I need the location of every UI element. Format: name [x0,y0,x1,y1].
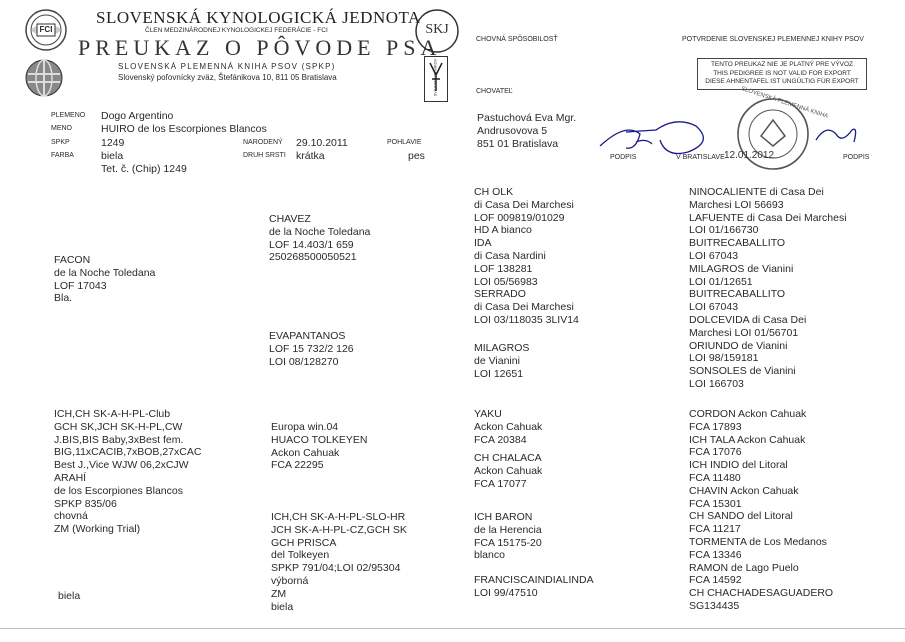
dd-sire-line: de la Herencia [474,523,542,536]
ss-sire-line: HD A bianco [474,224,532,237]
sire-line: de la Noche Toledana [54,266,156,279]
sd-sire-line: MILAGROS [474,342,530,354]
sire-sire-line: CHAVEZ [269,213,311,225]
chovna-label: CHOVNÁ SPÔSOBILOSŤ [476,36,558,43]
ss-sire-line: di Casa Dei Marchesi [474,301,574,314]
g4-sire-line: MILAGROS de Vianini [689,262,794,275]
g4-sire-line: ORIUNDO de Vianini [689,339,788,352]
pohlavie-value: pes [408,150,425,162]
dam-color: biela [58,590,81,602]
v-bratislave-label: V BRATISLAVE [676,154,725,161]
g4-sire-line: LOI 67043 [689,301,739,314]
sd-sire-line: de Vianini [474,354,520,367]
g4-dam-line: ICH INDIO del Litoral [689,459,788,472]
export-notice [697,58,867,90]
deer-badge-text: SVÄZ POĽOVNÍKOV [432,58,438,97]
ss-sire-line: LOI 03/118035 3LIV14 [474,313,579,326]
potvrdenie-label: POTVRDENIE SLOVENSKEJ PLEMENNEJ KNIHY PSOV [682,36,864,43]
dd-sire-line: FCA 15175-20 [474,536,542,549]
ss-sire-line: LOF 009819/01029 [474,211,565,224]
org-name: SLOVENSKÁ KYNOLOGICKÁ JEDNOTA [96,8,421,27]
sire-sire-block [269,213,370,264]
g4-dam-line: RAMON de Lago Puelo [689,561,799,574]
ds-sire-line: FCA 20384 [474,433,527,446]
dam-line: GCH SK,JCH SK-H-PL,CW [54,420,183,433]
dam-dam-line: SPKP 791/04;LOI 02/95304 [271,562,401,575]
g4-sire-block [689,186,847,391]
sire-dam-block [269,330,354,368]
ss-sire-line: SERRADO [474,288,526,301]
ss-sire-line: LOF 138281 [474,262,533,275]
fci-logo [24,8,68,52]
ds-sire-line: CH CHALACA [474,452,542,465]
ds-sire-line: Ackon Cahuak [474,420,543,433]
g4-dam-line: CH SANDO del Litoral [689,510,793,523]
dd-sire-line: LOI 99/47510 [474,586,538,599]
dd-sire-line: FRANCISCAINDIALINDA [474,574,594,587]
breeder-city: 851 01 Bratislava [477,138,559,150]
g4-sire-line: Marchesi LOI 56693 [689,198,784,211]
skj-logo-text: SKJ [425,22,449,37]
signature-official [812,120,862,150]
g4-dam-block [689,408,833,613]
g4-dam-line: FCA 15301 [689,497,742,510]
sire-block [54,254,155,305]
dam-block [54,408,201,536]
fci-logo-text: FCI [39,25,53,34]
plemeno-value: Dogo Argentino [101,110,174,122]
g4-dam-line: CORDON Ackon Cahuak [689,408,807,420]
meno-value: HUIRO de los Escorpiones Blancos [101,123,267,135]
dam-sire-line: Ackon Cahuak [271,446,340,459]
pohlavie-label: POHLAVIE [387,139,422,146]
dam-dam-line: JCH SK-A-H-PL-CZ,GCH SK [271,523,407,536]
deer-badge [424,56,448,102]
meno-label: MENO [51,125,72,132]
ss-sire-line: LOI 05/56983 [474,275,538,288]
signature-breeder [596,112,716,160]
dd-sire-line: ICH BARON [474,511,533,523]
sire-sire-line: 250268500050521 [269,251,357,264]
ss-sire-line: CH OLK [474,186,514,198]
g4-dam-line: ICH TALA Ackon Cahuak [689,433,806,446]
farba-label: FARBA [51,152,74,159]
dam-sire-line: Europa win.04 [271,421,339,433]
ds-sire-line: Ackon Cahuak [474,465,543,478]
ds-sire-line: YAKU [474,408,502,420]
signature-label-official: PODPIS [843,154,870,161]
dam-dam-line: ICH,CH SK-A-H-PL-SLO-HR [271,511,406,523]
g4-dam-line: SG134435 [689,599,740,612]
g4-sire-line: DOLCEVIDA di Casa Dei [689,313,807,326]
sd-sire-block [474,342,529,380]
chip-value: Tet. č. (Chip) 1249 [101,163,187,175]
sire-line: FACON [54,254,91,266]
dam-line: J.BIS,BIS Baby,3xBest fem. [54,433,184,446]
dam-sire-line: HUACO TOLKEYEN [271,433,368,446]
stamp-text: SLOVENSKÁ PLEMENNÁ KNIHA [740,86,829,120]
org-subtitle: ČLEN MEDZINÁRODNEJ KYNOLOGICKEJ FEDERÁCIE - FCI [145,27,328,34]
sire-dam-line: EVAPANTANOS [269,330,346,342]
g4-sire-line: LAFUENTE di Casa Dei Marchesi [689,211,847,224]
ss-sire-line: di Casa Dei Marchesi [474,198,574,211]
farba-value: biela [101,150,124,162]
narodeny-value: 29.10.2011 [296,137,348,149]
g4-dam-line: FCA 13346 [689,548,742,561]
g4-dam-line: FCA 11480 [689,471,741,484]
sire-line: Bla. [54,292,73,305]
g4-sire-line: LOI 01/166730 [689,224,759,237]
ds-sire-block [474,408,542,491]
globe-logo [24,58,64,98]
bottom-divider [0,628,905,629]
plemeno-label: PLEMENO [51,112,86,119]
breeder-street: Andrusovova 5 [477,125,548,137]
g4-sire-line: LOI 67043 [689,249,739,262]
chovatel-label: CHOVATEĽ [476,88,513,95]
sire-sire-line: de la Noche Toledana [269,225,371,238]
narodeny-label: NARODENÝ [243,139,283,146]
g4-sire-line: BUITRECABALLITO [689,237,786,250]
sire-dam-line: LOI 08/128270 [269,355,339,368]
g4-dam-line: CHAVIN Ackon Cahuak [689,484,799,497]
dam-line: ARAHÍ [54,471,87,484]
g4-sire-line: SONSOLES de Vianini [689,365,796,378]
notice-line: TENTO PREUKAZ NIE JE PLATNÝ PRE VÝVOZ [710,61,854,68]
dam-line: chovná [54,510,88,523]
ds-sire-line: FCA 17077 [474,477,527,490]
dam-dam-line: ZM [271,587,287,600]
dam-dam-line: del Tolkeyen [271,549,330,562]
dam-line: SPKP 835/06 [54,497,117,510]
sire-dam-line: LOF 15 732/2 126 [269,342,354,355]
dam-dam-line: biela [271,600,294,613]
dam-line: ICH,CH SK-A-H-PL-Club [54,408,171,420]
g4-sire-line: LOI 01/12651 [689,275,753,288]
druh-value: krátka [296,150,325,162]
breed-book-name: SLOVENSKÁ PLEMENNÁ KNIHA PSOV (SPKP) [118,62,336,71]
dam-line: de los Escorpiones Blancos [54,484,183,497]
g4-dam-line: FCA 17076 [689,446,742,459]
ss-sire-line: IDA [474,237,492,250]
dd-sire-block [474,511,594,600]
g4-sire-line: BUITRECABALLITO [689,288,786,301]
breed-book-address: Slovenský poľovnícky zväz, Štefánikova 10, 811 05 Bratislava [118,73,337,82]
dd-sire-line: blanco [474,549,505,562]
notice-line: DIESE AHNENTAFEL IST UNGÜLTIG FÜR EXPORT [705,78,859,85]
g4-dam-line: FCA 17893 [689,420,742,433]
signature-label-breeder: PODPIS [610,154,637,161]
dam-dam-line: výborná [271,574,309,587]
sire-sire-line: LOF 14.403/1 659 [269,238,354,251]
notice-line: THIS PEDIGREE IS NOT VALID FOR EXPORT [713,69,851,77]
sire-line: LOF 17043 [54,279,107,292]
g4-sire-line: Marchesi LOI 01/56701 [689,326,799,339]
breeder-name: Pastuchová Eva Mgr. [477,112,577,124]
dam-dam-line: GCH PRISCA [271,536,337,549]
dd-sire-line [474,562,594,574]
date-signed: 12.01.2012 [724,150,775,161]
dam-sire-line: FCA 22295 [271,459,324,472]
g4-dam-line: TORMENTA de Los Medanos [689,535,827,548]
dam-line: Best J.,Vice WJW 06,2xCJW [54,459,189,472]
dam-line: BIG,11xCACIB,7xBOB,27xCAC [54,446,202,459]
dam-sire-block [271,421,367,472]
skj-logo [414,8,460,54]
dam-line: ZM (Working Trial) [54,523,141,536]
sd-sire-line: LOI 12651 [474,367,524,380]
g4-sire-line: LOI 166703 [689,377,744,390]
page-title: PREUKAZ O PÔVODE PSA [78,35,442,60]
g4-sire-line: NINOCALIENTE di Casa Dei [689,186,824,198]
g4-sire-line: LOI 98/159181 [689,352,759,365]
g4-dam-line: FCA 11217 [689,523,741,536]
g4-dam-line: FCA 14592 [689,574,742,587]
spkp-value: 1249 [101,137,125,149]
ss-sire-line: di Casa Nardini [474,249,546,262]
druh-label: DRUH SRSTI [243,152,286,159]
spkp-label: SPKP [51,139,70,146]
ss-sire-block [474,186,579,327]
g4-dam-line: CH CHACHADESAGUADERO [689,587,834,600]
dam-dam-block [271,511,407,613]
